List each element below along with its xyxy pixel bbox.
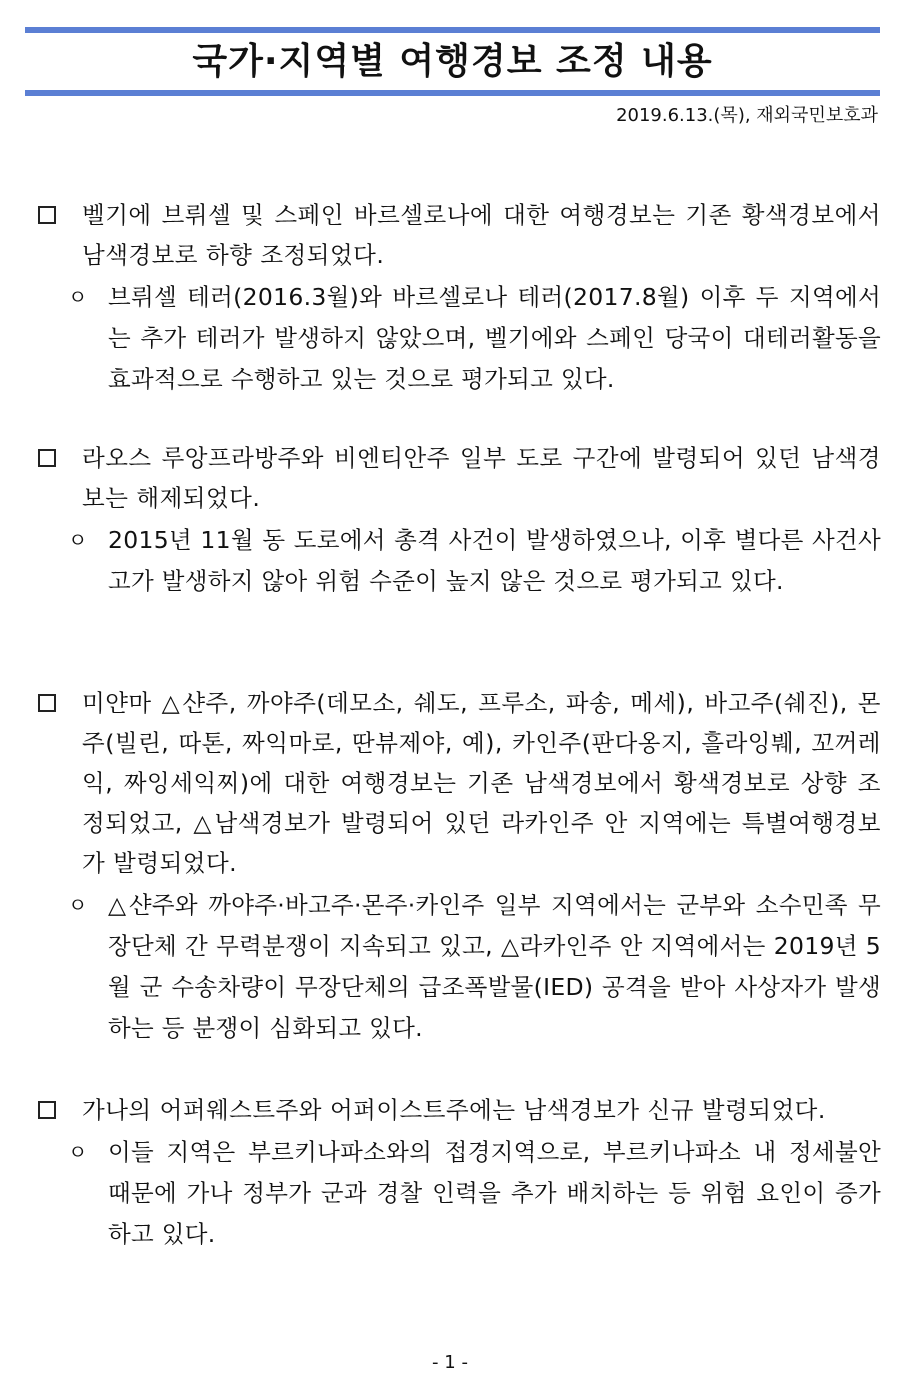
section-sub-text [36,885,881,1049]
section-main-label: 가나의 어퍼웨스트주와 어퍼이스트주에는 남색경보가 신규 발령되었다. [82,1096,826,1124]
section-sub-label: 브뤼셀 테러(2016.3월)와 바르셀로나 테러(2017.8월) 이후 두 지역에서는 추가 테러가 발생하지 않았으며, 벨기에와 스페인 당국이 대테러활동을 효과적으로 수행하고 있는 것으로 평가되고 있다. [108,283,881,393]
checkbox-square-icon [38,206,56,224]
section-sub-text [36,520,881,602]
dateline: 2019.6.13.(목), 재외국민보호과 [616,105,878,126]
section-sub-label: △샨주와 까야주·바고주·몬주·카인주 일부 지역에서는 군부와 소수민족 무장단체 간 무력분쟁이 지속되고 있고, △라카인주 안 지역에서는 2019년 5월 군 수송차량이 무장단체의 급조폭발물(IED) 공격을 받아 사상자가 발생하는 등 분쟁이 심화되고 있다. [108,891,881,1042]
page-title: 국가·지역별 여행경보 조정 내용 [192,41,713,82]
title-top-rule [25,27,880,33]
circle-bullet-icon: ㅇ [68,285,88,309]
section-main-label: 미얀마 △샨주, 까야주(데모소, 쉐도, 프루소, 파송, 메세), 바고주(쉐진), 몬주(빌린, 따톤, 짜익마로, 딴뷰제야, 예), 카인주(판다옹지, 흘라잉붸, 꼬꺼레익, 짜잉세익찌)에 대한 여행경보는 기존 남색경보에서 황색경보로 상향 조정되었고, △남색경보가 발령되어 있던 라카인주 안 지역에는 특별여행경보가 발령되었다. [82,689,881,877]
section-sub-label: 이들 지역은 부르키나파소와의 접경지역으로, 부르키나파소 내 정세불안 때문에 가나 정부가 군과 경찰 인력을 추가 배치하는 등 위험 요인이 증가하고 있다. [108,1138,881,1248]
page-number: - 1 - [432,1352,468,1373]
section-sub-text [36,277,881,400]
section-belgium-spain [36,195,881,400]
section-main-label: 라오스 루앙프라방주와 비엔티안주 일부 도로 구간에 발령되어 있던 남색경보는 해제되었다. [82,444,881,512]
section-laos [36,438,881,602]
checkbox-square-icon [38,1101,56,1119]
checkbox-square-icon [38,449,56,467]
title-bottom-rule [25,90,880,96]
circle-bullet-icon: ㅇ [68,893,88,917]
checkbox-square-icon [38,694,56,712]
circle-bullet-icon: ㅇ [68,1140,88,1164]
section-sub-text [36,1132,881,1255]
section-sub-label: 2015년 11월 동 도로에서 총격 사건이 발생하였으나, 이후 별다른 사건사고가 발생하지 않아 위험 수준이 높지 않은 것으로 평가되고 있다. [108,526,881,595]
circle-bullet-icon: ㅇ [68,528,88,552]
section-main-label: 벨기에 브뤼셀 및 스페인 바르셀로나에 대한 여행경보는 기존 황색경보에서 남색경보로 하향 조정되었다. [82,201,881,269]
section-main-text [36,438,881,518]
section-main-text [36,683,881,883]
section-myanmar [36,683,881,1049]
section-ghana [36,1090,881,1255]
section-main-text [36,195,881,275]
section-main-text [36,1090,881,1130]
